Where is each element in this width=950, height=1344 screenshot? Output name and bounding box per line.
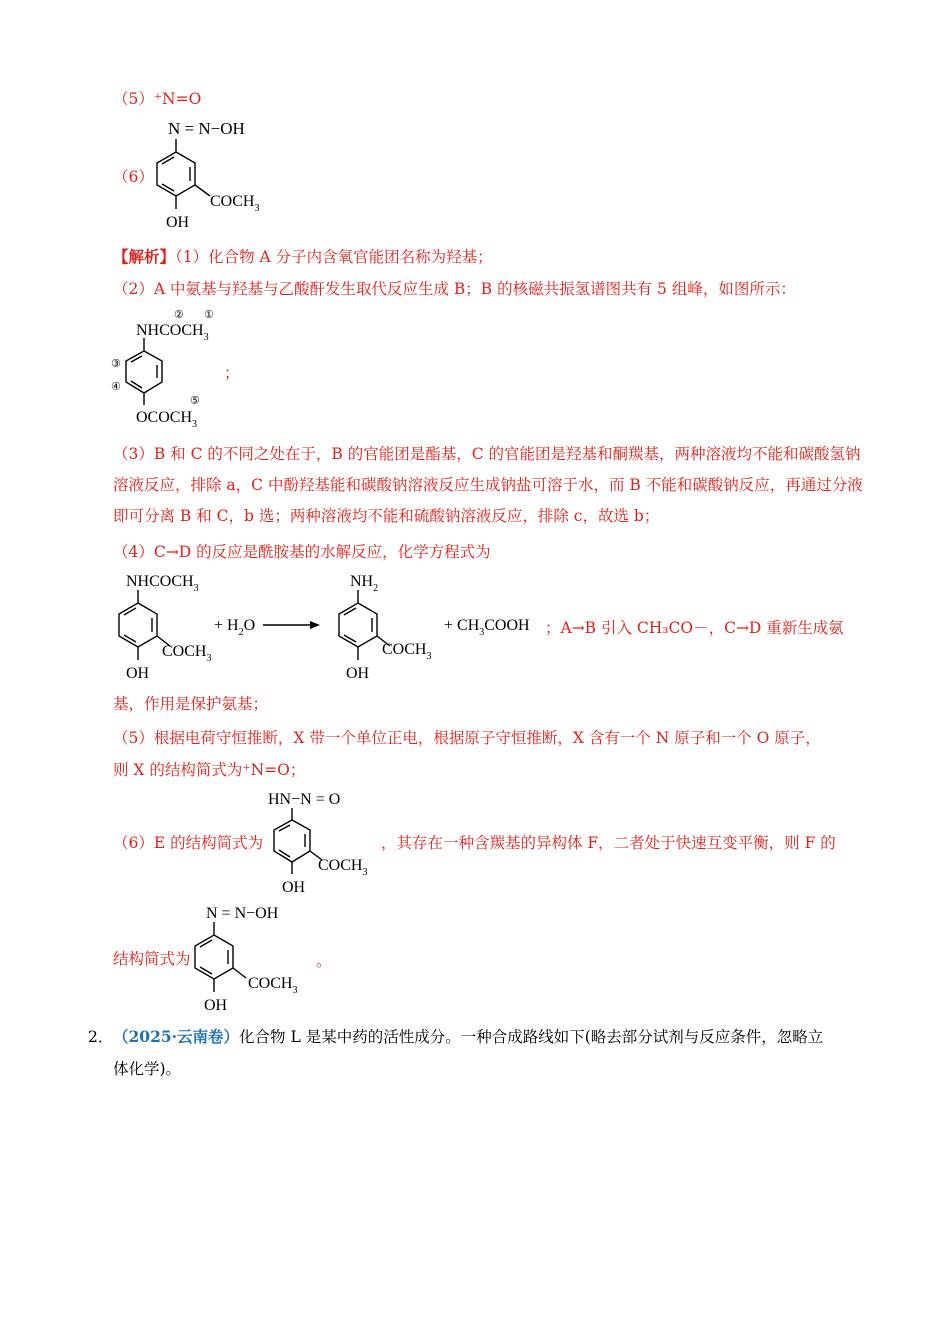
hydroxyl-group: OH — [166, 214, 190, 231]
compound-f-structure — [186, 898, 326, 1016]
acetyl-group: $COCH_3$ — [210, 193, 260, 214]
analysis-6-end: 结构简式为 — [113, 950, 191, 968]
analysis-4-cont: 基，作用是保护氨基； — [113, 695, 269, 713]
analysis-5b: 则 X 的结构简式为⁺N=O； — [113, 761, 306, 779]
acetic-acid-product: + $CH_3COOH$ — [444, 617, 530, 638]
svg-text:OH: OH — [126, 665, 150, 682]
svg-text:COCH3: $COCH_3$ — [248, 975, 298, 996]
svg-text:COCH3: $COCH_3$ — [382, 641, 432, 662]
analysis-2: （2）A 中氨基与羟基与乙酸酐发生取代反应生成 B；B 的核磁共振氢谱图共有 5 组峰，如图所示： — [113, 280, 796, 298]
svg-text:OH: OH — [346, 665, 370, 682]
answer-6-structure — [150, 112, 290, 234]
ester-group: $OCOCH_3$ — [136, 409, 198, 430]
svg-text:OH: OH — [282, 879, 306, 896]
amino-group: $NH_2$ — [350, 573, 379, 594]
question-2-text: （2025·云南卷）化合物 L 是某中药的活性成分。一种合成路线如下(略去部分试剂与反应条件，忽略立 — [113, 1027, 824, 1046]
svg-text:HN−N = O: HN−N = O — [268, 791, 341, 808]
analysis-tag: 【解析】 — [113, 247, 176, 266]
analysis-6-pre: （6）E 的结构简式为 — [113, 834, 264, 852]
compound-b-structure — [108, 305, 238, 435]
analysis-4-note: ；A→B 引入 CH₃CO－，C→D 重新生成氨 — [545, 619, 844, 637]
question-2-source: （2025·云南卷） — [113, 1027, 240, 1046]
azo-oh-group: N = N−OH — [168, 119, 245, 138]
answer-5: （5）⁺N=O — [113, 90, 202, 108]
answer-5-formula: ⁺N=O — [153, 90, 202, 108]
svg-text:NHCOCH3: $NHCOCH_3$ — [126, 573, 199, 594]
question-2-number: 2． — [88, 1028, 114, 1046]
amide-group: $NHCOCH_3$ — [136, 322, 209, 343]
analysis-6-post: ，其存在一种含羰基的异构体 F，二者处于快速互变平衡，则 F 的 — [381, 834, 836, 852]
svg-text:③: ③ — [111, 358, 121, 370]
analysis-4: （4）C→D 的反应是酰胺基的水解反应，化学方程式为 — [113, 543, 491, 561]
svg-text:COCH3: $COCH_3$ — [162, 643, 212, 664]
svg-text:COCH3: $COCH_3$ — [318, 857, 368, 878]
answer-6-label: （6） — [113, 168, 154, 186]
analysis-1: 【解析】（1）化合物 A 分子内含氧官能团名称为羟基； — [113, 247, 493, 266]
svg-text:②: ② — [174, 309, 184, 321]
analysis-5a: （5）根据电荷守恒推断，X 带一个单位正电，根据原子守恒推断，X 含有一个 N 原子和一个 O 原子， — [113, 729, 821, 747]
svg-text:⑤: ⑤ — [190, 395, 200, 407]
question-2-text-cont: 体化学)。 — [113, 1060, 182, 1078]
svg-text:OH: OH — [204, 997, 228, 1014]
water-reagent: + $H_2O$ — [214, 617, 256, 638]
compound-e-structure — [262, 786, 392, 898]
svg-text:①: ① — [204, 309, 214, 321]
svg-text:④: ④ — [111, 381, 121, 393]
hydrolysis-equation — [110, 566, 570, 684]
analysis-3: （3）B 和 C 的不同之处在于，B 的官能团是酯基，C 的官能团是羟基和酮羰基，两种溶液均不能和碳酸氢钠溶液反应，排除 a，C 中酚羟基能和碳酸钠溶液反应生成钠盐可溶于水，而 B 不能和碳酸钠反应，再通过分液即可分离 B 和 C，b 选；两种溶液均不能和硫酸钠溶液反应，排除 c，故选 b； — [113, 445, 863, 525]
svg-text:N = N−OH: N = N−OH — [206, 905, 279, 922]
